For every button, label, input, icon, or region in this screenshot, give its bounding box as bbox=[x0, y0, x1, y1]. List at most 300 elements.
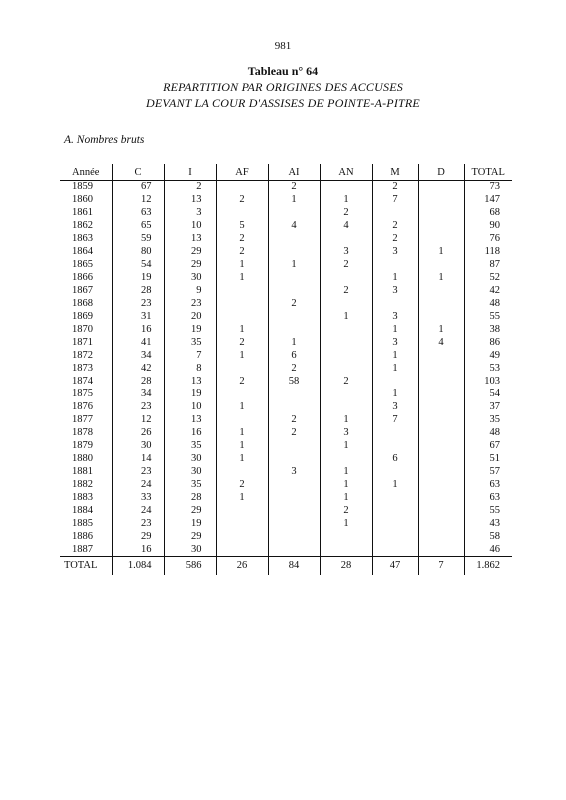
table-row bbox=[60, 517, 512, 530]
cell-d bbox=[418, 220, 464, 233]
cell-m bbox=[372, 440, 418, 453]
cell-c: 34 bbox=[112, 349, 164, 362]
cell-c: 14 bbox=[112, 453, 164, 466]
cell-year: 1869 bbox=[72, 310, 93, 322]
cell-c: 67 bbox=[112, 181, 164, 194]
table-row bbox=[60, 440, 512, 453]
cell-m: 7 bbox=[372, 194, 418, 207]
cell-d bbox=[418, 310, 464, 323]
cell-d bbox=[418, 530, 464, 543]
cell-af bbox=[216, 207, 268, 220]
cell-i: 7 bbox=[164, 349, 216, 362]
cell-i: 13 bbox=[164, 375, 216, 388]
cell-d bbox=[418, 207, 464, 220]
cell-an: 2 bbox=[320, 207, 372, 220]
cell-ai bbox=[268, 504, 320, 517]
cell-year: 1870 bbox=[72, 323, 93, 335]
table-row bbox=[60, 466, 512, 479]
cell-i: 3 bbox=[164, 207, 216, 220]
cell-c: 24 bbox=[112, 504, 164, 517]
cell-i: 35 bbox=[164, 440, 216, 453]
cell-ai bbox=[268, 517, 320, 530]
cell-an: 1 bbox=[320, 414, 372, 427]
cell-c: 29 bbox=[112, 530, 164, 543]
table-subtitle-line1: REPARTITION PAR ORIGINES DES ACCUSES bbox=[163, 80, 403, 94]
cell-c: 19 bbox=[112, 272, 164, 285]
table-row bbox=[60, 530, 512, 543]
cell-d: 1 bbox=[418, 246, 464, 259]
cell-af bbox=[216, 388, 268, 401]
cell-total: 90 bbox=[464, 220, 512, 233]
cell-ai bbox=[268, 272, 320, 285]
cell-an bbox=[320, 530, 372, 543]
cell-i: 20 bbox=[164, 310, 216, 323]
cell-total: 38 bbox=[464, 323, 512, 336]
cell-af: 2 bbox=[216, 194, 268, 207]
cell-af: 2 bbox=[216, 336, 268, 349]
table-row bbox=[60, 479, 512, 492]
cell-d bbox=[418, 414, 464, 427]
cell-d bbox=[418, 181, 464, 194]
cell-c: 28 bbox=[112, 285, 164, 298]
cell-c: 31 bbox=[112, 310, 164, 323]
cell-c: 33 bbox=[112, 492, 164, 505]
cell-total: 73 bbox=[464, 181, 512, 194]
cell-year: TOTAL bbox=[60, 557, 112, 576]
cell-an bbox=[320, 349, 372, 362]
cell-year: 1876 bbox=[72, 401, 93, 413]
cell-af bbox=[216, 285, 268, 298]
cell-af: 1 bbox=[216, 492, 268, 505]
cell-i: 30 bbox=[164, 272, 216, 285]
cell-year: 1863 bbox=[72, 233, 93, 245]
table-row bbox=[60, 492, 512, 505]
cell-total: 57 bbox=[464, 466, 512, 479]
cell-m: 3 bbox=[372, 246, 418, 259]
cell-i: 13 bbox=[164, 414, 216, 427]
cell-i: 8 bbox=[164, 362, 216, 375]
cell-ai bbox=[268, 492, 320, 505]
table-row bbox=[60, 233, 512, 246]
cell-year: 1872 bbox=[72, 349, 93, 361]
cell-ai bbox=[268, 401, 320, 414]
cell-year: 1864 bbox=[72, 246, 93, 258]
cell-af: 2 bbox=[216, 233, 268, 246]
cell-ai: 2 bbox=[268, 297, 320, 310]
table-row bbox=[60, 504, 512, 517]
cell-i: 10 bbox=[164, 220, 216, 233]
cell-af: 1 bbox=[216, 272, 268, 285]
table-row bbox=[60, 414, 512, 427]
cell-m: 3 bbox=[372, 401, 418, 414]
cell-d bbox=[418, 479, 464, 492]
table-row bbox=[60, 207, 512, 220]
cell-c: 80 bbox=[112, 246, 164, 259]
cell-an: 3 bbox=[320, 246, 372, 259]
cell-d bbox=[418, 297, 464, 310]
cell-an bbox=[320, 453, 372, 466]
cell-year: 1887 bbox=[72, 543, 93, 555]
cell-ai: 3 bbox=[268, 466, 320, 479]
cell-total: 147 bbox=[464, 194, 512, 207]
cell-i: 10 bbox=[164, 401, 216, 414]
cell-af bbox=[216, 362, 268, 375]
cell-an bbox=[320, 543, 372, 556]
cell-d: 1 bbox=[418, 323, 464, 336]
cell-c: 12 bbox=[112, 414, 164, 427]
cell-total: 118 bbox=[464, 246, 512, 259]
cell-i: 35 bbox=[164, 479, 216, 492]
cell-year: 1867 bbox=[72, 284, 93, 296]
cell-an: 1 bbox=[320, 194, 372, 207]
cell-an: 4 bbox=[320, 220, 372, 233]
cell-ai: 6 bbox=[268, 349, 320, 362]
cell-total: 42 bbox=[464, 285, 512, 298]
cell-m bbox=[372, 517, 418, 530]
cell-af bbox=[216, 310, 268, 323]
table-row bbox=[60, 388, 512, 401]
cell-ai: 2 bbox=[268, 414, 320, 427]
table-row bbox=[60, 375, 512, 388]
cell-d: 4 bbox=[418, 336, 464, 349]
cell-d bbox=[418, 259, 464, 272]
cell-an bbox=[320, 388, 372, 401]
cell-i: 29 bbox=[164, 259, 216, 272]
cell-an bbox=[320, 272, 372, 285]
cell-af: 1 bbox=[216, 323, 268, 336]
table-subtitle-line2: DEVANT LA COUR D'ASSISES DE POINTE-A-PITRE bbox=[146, 96, 420, 110]
cell-c: 24 bbox=[112, 479, 164, 492]
cell-c: 23 bbox=[112, 297, 164, 310]
cell-m bbox=[372, 427, 418, 440]
cell-an bbox=[320, 336, 372, 349]
cell-c: 12 bbox=[112, 194, 164, 207]
table-row bbox=[60, 453, 512, 466]
cell-year: 1865 bbox=[72, 259, 93, 271]
cell-m: 1 bbox=[372, 272, 418, 285]
cell-ai bbox=[268, 388, 320, 401]
cell-af bbox=[216, 414, 268, 427]
cell-af: 1 bbox=[216, 401, 268, 414]
table-title: Tableau n° 64 bbox=[247, 64, 319, 78]
cell-af bbox=[216, 543, 268, 556]
table-row bbox=[60, 310, 512, 323]
table-row bbox=[60, 181, 512, 194]
cell-year: 1874 bbox=[72, 375, 93, 387]
cell-total: 51 bbox=[464, 453, 512, 466]
table-row bbox=[60, 246, 512, 259]
cell-an: 2 bbox=[320, 259, 372, 272]
cell-d bbox=[418, 466, 464, 479]
cell-c: 34 bbox=[112, 388, 164, 401]
cell-year: 1859 bbox=[72, 181, 93, 193]
cell-af: 2 bbox=[216, 375, 268, 388]
cell-m: 7 bbox=[372, 414, 418, 427]
cell-c: 1.084 bbox=[112, 557, 164, 576]
cell-i: 29 bbox=[164, 246, 216, 259]
cell-c: 30 bbox=[112, 440, 164, 453]
cell-m: 6 bbox=[372, 453, 418, 466]
cell-i: 29 bbox=[164, 530, 216, 543]
cell-ai bbox=[268, 453, 320, 466]
cell-an bbox=[320, 362, 372, 375]
cell-an: 1 bbox=[320, 310, 372, 323]
cell-c: 16 bbox=[112, 323, 164, 336]
cell-ai: 2 bbox=[268, 362, 320, 375]
cell-year: 1871 bbox=[72, 336, 93, 348]
cell-ai bbox=[268, 310, 320, 323]
cell-c: 65 bbox=[112, 220, 164, 233]
cell-af bbox=[216, 504, 268, 517]
cell-total: 58 bbox=[464, 530, 512, 543]
table-row bbox=[60, 220, 512, 233]
cell-year: 1885 bbox=[72, 517, 93, 529]
cell-m: 1 bbox=[372, 323, 418, 336]
cell-total: 67 bbox=[464, 440, 512, 453]
cell-total: 54 bbox=[464, 388, 512, 401]
cell-m: 47 bbox=[372, 557, 418, 576]
cell-af: 2 bbox=[216, 246, 268, 259]
cell-c: 63 bbox=[112, 207, 164, 220]
table-row bbox=[60, 285, 512, 298]
cell-total: 103 bbox=[464, 375, 512, 388]
table-row bbox=[60, 297, 512, 310]
cell-ai: 1 bbox=[268, 259, 320, 272]
cell-c: 23 bbox=[112, 401, 164, 414]
cell-year: 1879 bbox=[72, 440, 93, 452]
cell-an: 2 bbox=[320, 504, 372, 517]
cell-total: 35 bbox=[464, 414, 512, 427]
table-row bbox=[60, 543, 512, 556]
cell-af: 2 bbox=[216, 479, 268, 492]
cell-af bbox=[216, 297, 268, 310]
cell-d bbox=[418, 453, 464, 466]
cell-c: 59 bbox=[112, 233, 164, 246]
cell-ai: 4 bbox=[268, 220, 320, 233]
cell-af: 1 bbox=[216, 453, 268, 466]
cell-m bbox=[372, 259, 418, 272]
cell-an: 2 bbox=[320, 285, 372, 298]
cell-af: 1 bbox=[216, 349, 268, 362]
cell-m bbox=[372, 504, 418, 517]
cell-year: 1882 bbox=[72, 479, 93, 491]
cell-year: 1860 bbox=[72, 194, 93, 206]
cell-ai: 2 bbox=[268, 427, 320, 440]
cell-an: 2 bbox=[320, 375, 372, 388]
cell-i: 30 bbox=[164, 466, 216, 479]
header-total: TOTAL bbox=[464, 164, 512, 181]
cell-d bbox=[418, 349, 464, 362]
cell-ai bbox=[268, 207, 320, 220]
table-row bbox=[60, 427, 512, 440]
cell-d bbox=[418, 194, 464, 207]
cell-m: 2 bbox=[372, 220, 418, 233]
cell-total: 55 bbox=[464, 504, 512, 517]
cell-ai bbox=[268, 323, 320, 336]
cell-an bbox=[320, 323, 372, 336]
cell-an bbox=[320, 401, 372, 414]
cell-m bbox=[372, 492, 418, 505]
cell-i: 2 bbox=[164, 181, 216, 194]
header-an: AN bbox=[320, 164, 372, 181]
cell-c: 16 bbox=[112, 543, 164, 556]
cell-an bbox=[320, 297, 372, 310]
origins-table bbox=[60, 164, 512, 575]
cell-d: 1 bbox=[418, 272, 464, 285]
cell-year: 1881 bbox=[72, 466, 93, 478]
cell-i: 23 bbox=[164, 297, 216, 310]
cell-i: 16 bbox=[164, 427, 216, 440]
cell-ai bbox=[268, 285, 320, 298]
cell-i: 30 bbox=[164, 453, 216, 466]
header-ai: AI bbox=[268, 164, 320, 181]
cell-ai bbox=[268, 233, 320, 246]
cell-d bbox=[418, 504, 464, 517]
cell-i: 586 bbox=[164, 557, 216, 576]
cell-c: 26 bbox=[112, 427, 164, 440]
cell-ai: 1 bbox=[268, 194, 320, 207]
table-row bbox=[60, 194, 512, 207]
cell-i: 19 bbox=[164, 517, 216, 530]
cell-ai bbox=[268, 246, 320, 259]
cell-i: 30 bbox=[164, 543, 216, 556]
cell-year: 1878 bbox=[72, 427, 93, 439]
cell-ai bbox=[268, 479, 320, 492]
section-label: A. Nombres bruts bbox=[64, 134, 145, 146]
table-header-row bbox=[60, 164, 512, 181]
cell-c: 23 bbox=[112, 466, 164, 479]
cell-m: 1 bbox=[372, 349, 418, 362]
table-total-row bbox=[60, 557, 512, 576]
cell-total: 87 bbox=[464, 259, 512, 272]
cell-af: 26 bbox=[216, 557, 268, 576]
cell-af bbox=[216, 530, 268, 543]
cell-an bbox=[320, 181, 372, 194]
cell-year: 1884 bbox=[72, 504, 93, 516]
cell-i: 9 bbox=[164, 285, 216, 298]
cell-i: 19 bbox=[164, 323, 216, 336]
cell-year: 1883 bbox=[72, 491, 93, 503]
cell-total: 86 bbox=[464, 336, 512, 349]
cell-total: 37 bbox=[464, 401, 512, 414]
cell-i: 19 bbox=[164, 388, 216, 401]
cell-d bbox=[418, 543, 464, 556]
cell-i: 29 bbox=[164, 504, 216, 517]
cell-i: 35 bbox=[164, 336, 216, 349]
cell-an bbox=[320, 233, 372, 246]
cell-an: 1 bbox=[320, 440, 372, 453]
header-d: D bbox=[418, 164, 464, 181]
header-m: M bbox=[372, 164, 418, 181]
cell-year: 1880 bbox=[72, 453, 93, 465]
cell-m: 2 bbox=[372, 181, 418, 194]
cell-d bbox=[418, 517, 464, 530]
cell-d bbox=[418, 427, 464, 440]
table-row bbox=[60, 401, 512, 414]
cell-af: 5 bbox=[216, 220, 268, 233]
cell-ai: 58 bbox=[268, 375, 320, 388]
cell-af: 1 bbox=[216, 440, 268, 453]
cell-an: 1 bbox=[320, 466, 372, 479]
cell-d bbox=[418, 440, 464, 453]
cell-year: 1868 bbox=[72, 297, 93, 309]
cell-an: 1 bbox=[320, 517, 372, 530]
cell-year: 1873 bbox=[72, 362, 93, 374]
table-row bbox=[60, 336, 512, 349]
cell-d: 7 bbox=[418, 557, 464, 576]
header-i: I bbox=[164, 164, 216, 181]
cell-m: 3 bbox=[372, 336, 418, 349]
cell-d bbox=[418, 401, 464, 414]
cell-m: 1 bbox=[372, 362, 418, 375]
cell-year: 1862 bbox=[72, 220, 93, 232]
cell-m: 1 bbox=[372, 388, 418, 401]
cell-m: 3 bbox=[372, 310, 418, 323]
cell-af: 1 bbox=[216, 259, 268, 272]
cell-total: 53 bbox=[464, 362, 512, 375]
cell-d bbox=[418, 492, 464, 505]
cell-c: 23 bbox=[112, 517, 164, 530]
cell-year: 1877 bbox=[72, 414, 93, 426]
table-row bbox=[60, 259, 512, 272]
cell-total: 52 bbox=[464, 272, 512, 285]
cell-m bbox=[372, 375, 418, 388]
table-row bbox=[60, 362, 512, 375]
cell-ai: 84 bbox=[268, 557, 320, 576]
cell-m: 3 bbox=[372, 285, 418, 298]
cell-i: 13 bbox=[164, 194, 216, 207]
cell-an: 28 bbox=[320, 557, 372, 576]
cell-ai bbox=[268, 530, 320, 543]
cell-total: 49 bbox=[464, 349, 512, 362]
cell-m bbox=[372, 207, 418, 220]
cell-af: 1 bbox=[216, 427, 268, 440]
cell-c: 41 bbox=[112, 336, 164, 349]
cell-i: 28 bbox=[164, 492, 216, 505]
cell-c: 28 bbox=[112, 375, 164, 388]
cell-year: 1861 bbox=[72, 207, 93, 219]
cell-an: 1 bbox=[320, 479, 372, 492]
cell-d bbox=[418, 375, 464, 388]
cell-total: 46 bbox=[464, 543, 512, 556]
cell-d bbox=[418, 233, 464, 246]
table-row bbox=[60, 272, 512, 285]
table-row bbox=[60, 349, 512, 362]
cell-m: 2 bbox=[372, 233, 418, 246]
cell-d bbox=[418, 285, 464, 298]
cell-an: 3 bbox=[320, 427, 372, 440]
cell-year: 1875 bbox=[72, 388, 93, 400]
cell-d bbox=[418, 362, 464, 375]
cell-total: 63 bbox=[464, 492, 512, 505]
cell-m bbox=[372, 530, 418, 543]
cell-year: 1886 bbox=[72, 530, 93, 542]
cell-ai bbox=[268, 543, 320, 556]
cell-ai: 1 bbox=[268, 336, 320, 349]
header-annee: Année bbox=[60, 164, 112, 181]
cell-i: 13 bbox=[164, 233, 216, 246]
cell-total: 76 bbox=[464, 233, 512, 246]
cell-m: 1 bbox=[372, 479, 418, 492]
cell-total: 68 bbox=[464, 207, 512, 220]
cell-af bbox=[216, 517, 268, 530]
cell-ai bbox=[268, 440, 320, 453]
cell-af bbox=[216, 181, 268, 194]
cell-c: 54 bbox=[112, 259, 164, 272]
cell-d bbox=[418, 388, 464, 401]
header-af: AF bbox=[216, 164, 268, 181]
cell-total: 48 bbox=[464, 297, 512, 310]
